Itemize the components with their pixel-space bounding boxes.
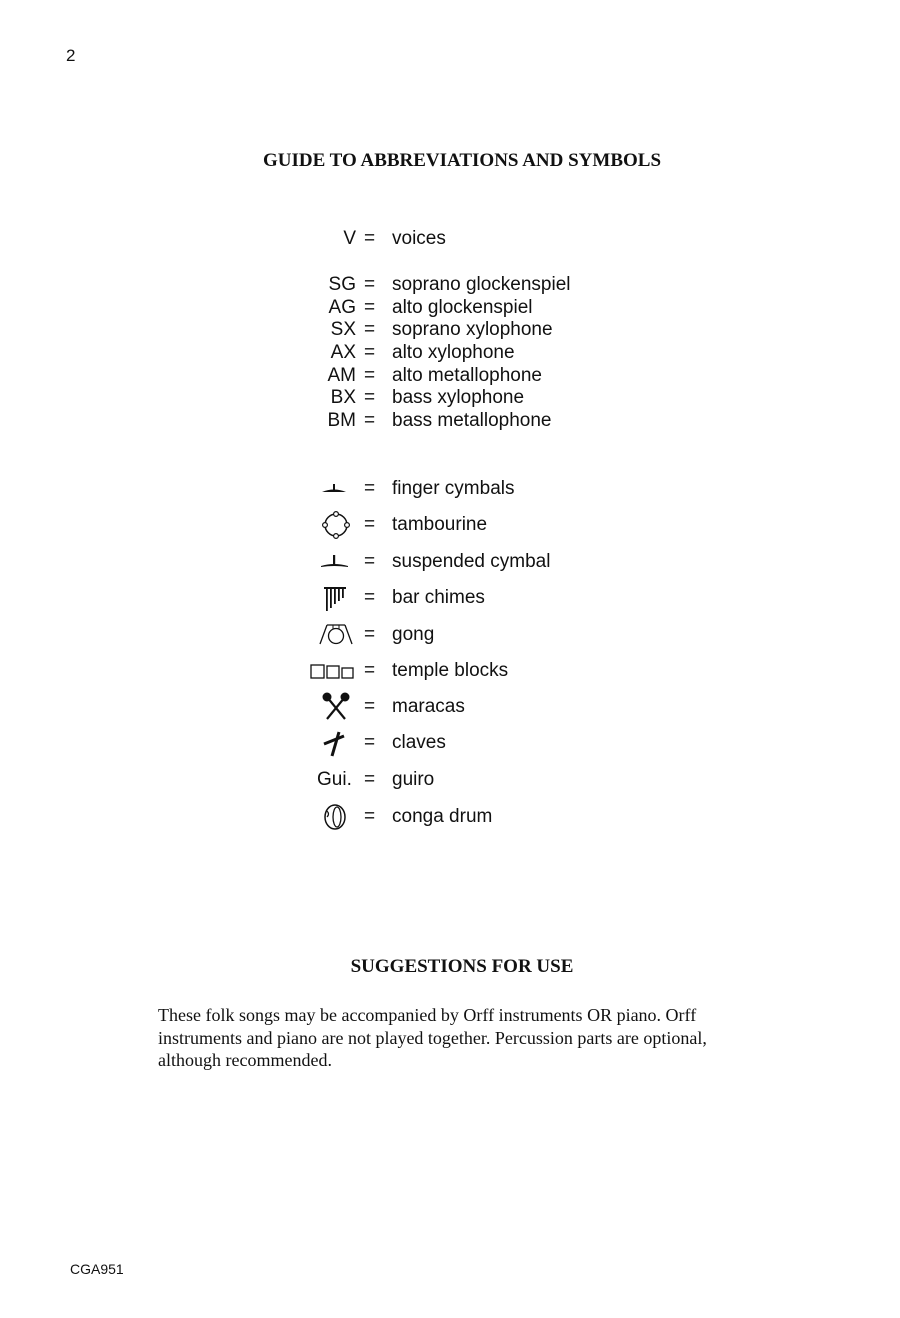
equals-sign: = [364, 319, 376, 340]
section-title: SUGGESTIONS FOR USE [350, 956, 574, 977]
abbreviation: BM [327, 410, 356, 431]
equals-sign: = [364, 297, 376, 318]
equals-sign: = [364, 806, 376, 827]
paragraph-line: These folk songs may be accompanied by Orff instruments OR piano. Orff [158, 1005, 697, 1025]
equals-sign: = [364, 624, 376, 645]
equals-sign: = [364, 342, 376, 363]
equals-sign: = [364, 228, 376, 249]
abbreviation-meaning: voices [392, 228, 446, 249]
symbol-meaning: maracas [392, 696, 465, 717]
abbreviation: V [343, 228, 356, 249]
symbol-meaning: temple blocks [392, 660, 509, 681]
symbol-meaning: tambourine [392, 514, 488, 535]
symbol-meaning: suspended cymbal [392, 551, 551, 572]
symbol-meaning: claves [392, 732, 446, 753]
abbreviation-meaning: bass xylophone [392, 387, 525, 408]
page-number: 2 [66, 46, 76, 65]
abbreviation-meaning: soprano glockenspiel [392, 274, 571, 295]
equals-sign: = [364, 478, 376, 499]
abbreviation-meaning: alto metallophone [392, 365, 542, 386]
paragraph-line: although recommended. [158, 1050, 332, 1070]
equals-sign: = [364, 660, 376, 681]
symbol-meaning: gong [392, 624, 435, 645]
suspended-cymbal-icon [300, 547, 360, 577]
maracas-icon [300, 692, 360, 722]
tambourine-icon [300, 510, 360, 540]
equals-sign: = [364, 387, 376, 408]
equals-sign: = [364, 696, 376, 717]
abbreviation-meaning: alto glockenspiel [392, 297, 533, 318]
page-title: GUIDE TO ABBREVIATIONS AND SYMBOLS [262, 150, 662, 171]
equals-sign: = [364, 732, 376, 753]
abbreviation: AM [327, 365, 356, 386]
gong-icon [300, 620, 360, 650]
finger-cymbals-icon [300, 474, 360, 504]
equals-sign: = [364, 365, 376, 386]
abbreviation: SX [330, 319, 356, 340]
footer-code: CGA951 [70, 1261, 124, 1277]
equals-sign: = [364, 551, 376, 572]
abbreviation-meaning: bass metallophone [392, 410, 552, 431]
symbol-meaning: conga drum [392, 806, 493, 827]
equals-sign: = [364, 587, 376, 608]
symbol-meaning: bar chimes [392, 587, 485, 608]
abbreviation: SG [328, 274, 356, 295]
equals-sign: = [364, 514, 376, 535]
conga-drum-icon [300, 802, 360, 832]
equals-sign: = [364, 410, 376, 431]
temple-blocks-icon [300, 656, 360, 686]
suggestions-paragraph [158, 1004, 798, 1072]
abbreviation: AX [330, 342, 356, 363]
abbreviation: BX [330, 387, 356, 408]
symbol-meaning: finger cymbals [392, 478, 515, 499]
symbol-meaning: guiro [392, 769, 435, 790]
abbreviation: AG [328, 297, 356, 318]
paragraph-line: instruments and piano are not played together. Percussion parts are optional, [158, 1027, 707, 1048]
claves-icon [300, 728, 360, 758]
abbreviation-meaning: alto xylophone [392, 342, 515, 363]
bar-chimes-icon [300, 583, 360, 613]
abbreviation-meaning: soprano xylophone [392, 319, 553, 340]
guiro-abbreviation: Gui. [317, 769, 352, 790]
equals-sign: = [364, 769, 376, 790]
equals-sign: = [364, 274, 376, 295]
